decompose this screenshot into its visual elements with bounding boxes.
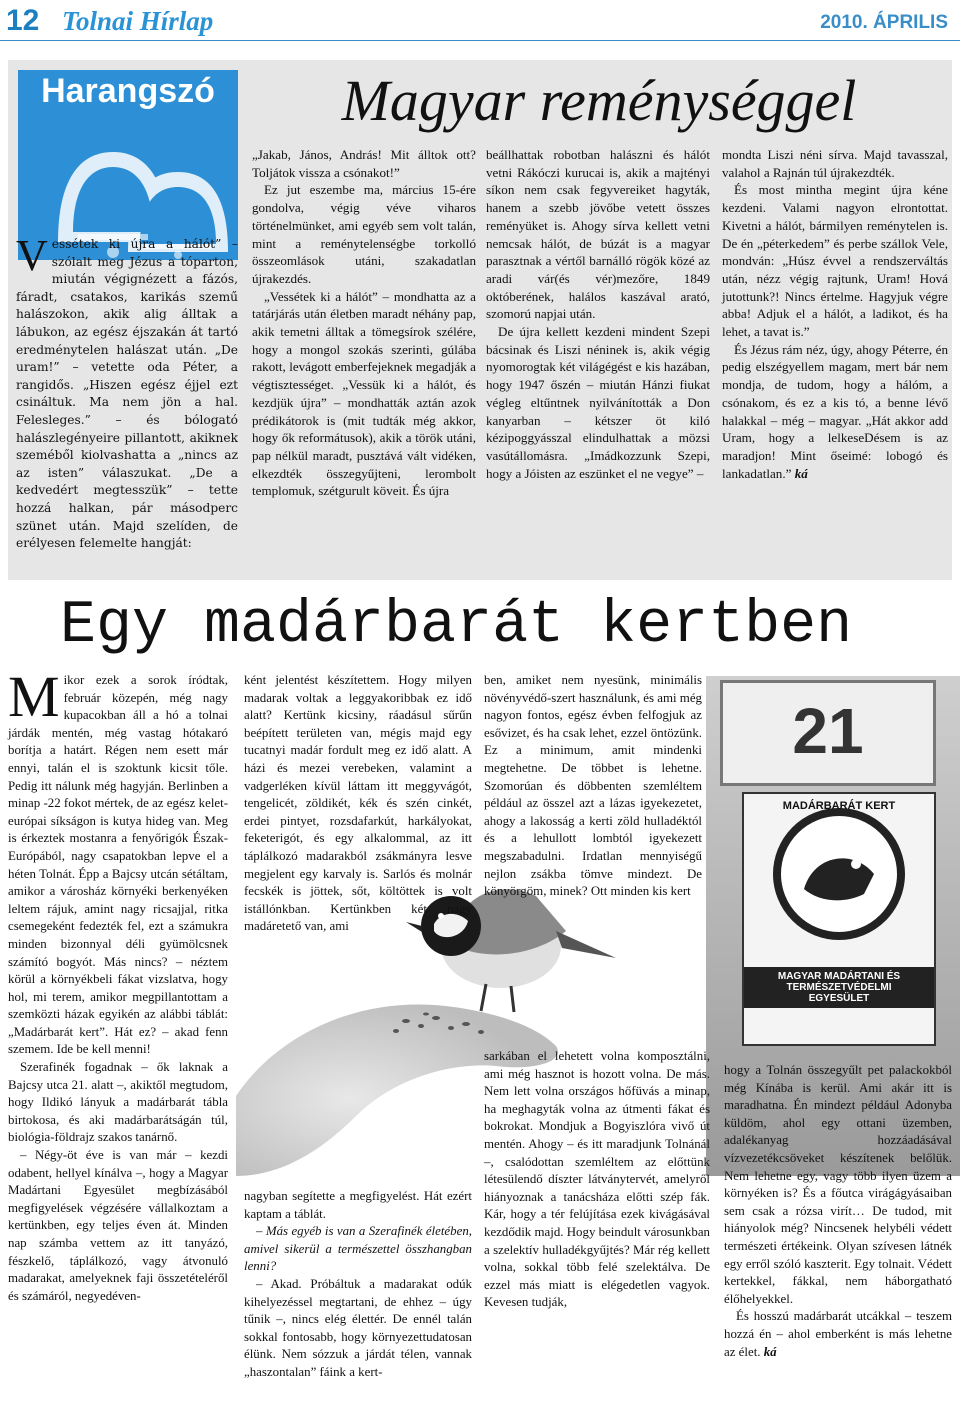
masthead: Tolnai Hírlap bbox=[62, 6, 214, 36]
article2-column-2-top bbox=[244, 672, 472, 936]
signature: ká bbox=[794, 465, 808, 481]
article1-column-4 bbox=[722, 146, 948, 482]
article2-paragraph: – Akad. Próbáltuk a madarakat odúk kihelyezéssel megtartani, de ehhez – úgy tűnik –, nincs elég élettér. De ennél talán sokkal fontosabb, hogy környezettudatosan élünk. Nem sózzuk a járdát télen, vannak „haszontalan” fáink a kert- bbox=[244, 1276, 472, 1379]
article1-paragraph: És Jézus rám néz, úgy, ahogy Péterre, én pedig elszégyellem magam, mert bár nem mondja, de tudom, hogy a hálóm, a csónakom, és ez a kis tó, a benne lévő halakkal – még – magyar. „Hát akkor add Uram, hogy a lelkeseDésem is az maradjon! Mint őseimé: lobogó és lankadatlan.” bbox=[722, 341, 948, 481]
article1-column-3 bbox=[486, 146, 710, 482]
article1-paragraph: „Jakab, János, András! Mit álltok ott? Toljátok vissza a csónakot!” bbox=[252, 147, 476, 180]
house-number: 21 bbox=[792, 695, 864, 767]
article2-paragraph: És hosszú madárbarát utcákkal – teszem hozzá én – ahol emberként is más lehetne az élet. bbox=[724, 1309, 952, 1359]
dropcap: V bbox=[16, 231, 48, 280]
article1-paragraph: De újra kellett kezdeni mindent Szepi bácsinak és Liszi néninek is, akik végig nyomorogtak két világégést e kis hazában, hogy 1947 őszén – miután Hánzi fiukat végleg eltűntnek nyilvánították a Don kanyarban – kétszer öt kiló kézipoggyásszal elindulhattak a mözsi vasútállomásra. „Imádkozzunk Szepi, hogy a Jóisten az eszünket el ne vegye” – bbox=[486, 324, 710, 481]
article1-paragraph: Ez jut eszembe ma, március 15-ére gondolva, végig véve viharos történelmünket, ami egyéb sem volt talán, mint a reménytelenségbe torkolló összeomlások utáni, szakadatlan újrakezdés. bbox=[252, 182, 476, 286]
article2-question: – Más egyéb is van a Szerafinék életében, amivel sikerül a természettel összhangban lenni? bbox=[244, 1224, 472, 1274]
article2-paragraph: ben, amiket nem nyesünk, minimális növényvédő-szert használunk, és ami még nagyon fontos, egész évben felfogjuk az esővizet, és ha csak lehet, ezzel öntözünk. Ez a minimum, amit mindenki megtehetne. De többet is lehetne. Szomorúan és döbbenten szemléltem például az összel azt a lázas igyekezetet, ahogy a lakosság a kerti zöld hulladéktól és a lehullott lombtól igyekezett megszabadulni. Irdatlan mennyiségű nejlon zsákba tömve mindezt. De könyörgöm, minek? Ott minden kis kert bbox=[484, 673, 702, 899]
article1-paragraph: essétek ki újra a hálót” – szólalt meg Jézus a tóparton, miután végignézett a fázós, fáradt, csatakos, karikás szemű halászokon, akik alig álltak a lábukon, az egész éjszakán át tartó eredménytelen halászat után. „De uram!” – vetette oda Péter, a rangidős. „Hiszen egész éjjel ezt csináltuk. Ma nem jön a hal. Felesleges.” – és bólogató halászlegényeire pillantott, akiknek szeméből kiolvashatta a „nincs az az isten” válaszukat. „De a kedvedért megtesszük” – tette hozzá halkan, pár másodperc szünet után. Majd szelíden, de erélyesen felemelte hangját: bbox=[16, 237, 238, 551]
article2-column-3-bottom bbox=[484, 1048, 710, 1312]
sign-org-2: TERMÉSZETVÉDELMI bbox=[786, 982, 892, 993]
issue-date: 2010. ÁPRILIS bbox=[820, 12, 948, 33]
article1-headline: Magyar reménységgel bbox=[341, 68, 857, 133]
dropcap: M bbox=[8, 664, 60, 729]
house-number-plate bbox=[720, 680, 936, 786]
article1-paragraph: mondta Liszi néni sírva. Majd tavasszal, valahol a Rajnán túl újrakezdték. bbox=[722, 147, 948, 180]
article2-column-1 bbox=[8, 664, 228, 1305]
sign-org-3: EGYESÜLET bbox=[808, 993, 870, 1004]
article1-paragraph: beállhattak robotban halászni és hálót vetni Rákóczi kurucai is, akik a majtényi síkon nem csak fegyvereiket hagyták, hanem a szebb jövőbe vetett összes reményüket is. Ahogy sírva kellett vetni nemcsak hálót, de búzát is a magyar parasztnak a vértől barnálló rögök közé az aradi vár(és vér)mezőre, 1849 októberének, halálos kaszával arató, szomorú napjai után. bbox=[486, 147, 710, 322]
header-rule bbox=[0, 40, 960, 41]
article1-column-2 bbox=[252, 146, 476, 500]
rubric-title: Harangszó bbox=[41, 72, 215, 110]
sign-org-1: MAGYAR MADÁRTANI ÉS bbox=[777, 971, 901, 982]
madarbarat-sign bbox=[742, 792, 936, 1046]
signature: ká bbox=[763, 1344, 777, 1359]
page-number: 12 bbox=[6, 4, 40, 37]
article2-paragraph: Szerafinék fogadnak – ők laknak a Bajcsy utca 21. alatt –, akiktől megtudom, hogy Ildikó lányuk a madárbarát tábla birtokosa, és aki madárbarátságán túl, biológia-földrajz szakos tanárnő. bbox=[8, 1060, 228, 1145]
article1-paragraph: „Vessétek ki a hálót” – mondhatta az a tatárjárás után életben maradt néhány pap, akik temetni álltak a tömegsírok szélére, hogy a mongol szokás szerinti, gúlába rakott, levágott emberfejeknek megadják a végtisztességet. „Vessük ki a hálót, és kezdjük újra” – mondhatták aztán azok prédikátorok is (mit tudták még akkor, hogy ők reformátusok), akik a török utáni, pap nélkül maradt, pusztává vált vidéken, elkezdték összegyűjteni, lerombolt templomuk, szétgurult köveit. És újra bbox=[252, 288, 476, 499]
article2-paragraph: hogy a Tolnán összegyűlt pet palackokból még Kínába is kerül. Ami akár itt is maradhatna. Én mindezt például Adonyba küldöm, ahol egy ottani üzemben, adalékanyag hozzáadásával vízvezetékcsöveket készítenek belőlük. Nem lehetne egy, vagy több ilyen üzem a környéken is? És a főutca virágágyásaiban sem csak a rózsa virít… De tudod, mit hiányolok még? Nincsenek helybéli védett természeti értékeink. Olyan szívesen látnék egy erről szóló kaszterit. Egy tolnait. Védett kertekkel, fákkal, nem háborgatható élőhelyekkel. bbox=[724, 1063, 952, 1306]
article2-headline: Egy madárbarát kertben bbox=[60, 592, 853, 660]
article2-paragraph: – Négy-öt éve is van már – kezdi odabent, hellyel kínálva –, hogy a Magyar Madártani Egyesület megbízásából megfigyelések végzésére vállalkoztam a kertünkben, egy teljes éven át. Minden nap számba vettem az itt tanyázó, fészkelő, táplálkozó, vagy átvonuló madarakat, amelyeknek faji összetételéről és számáról, negyedéven- bbox=[8, 1148, 228, 1303]
sign-title: MADÁRBARÁT KERT bbox=[782, 800, 896, 812]
article2-column-3-top bbox=[484, 672, 702, 901]
article2-column-2-bottom bbox=[244, 1188, 472, 1382]
article2-column-4-bottom bbox=[724, 1062, 952, 1361]
article1-column-1 bbox=[16, 231, 238, 553]
article2-paragraph: ikor ezek a sorok íródtak, február közepén, még nagy kupacokban áll a hó a tolnai járdák mentén, még vastag hótakaró borítja a határt. Régen nem esett már ennyi, talán el is szoktunk kicsit tőle. Pedig itt nálunk még hagyján. Berlinben a minap -22 fokot mértek, de az egész kelet-európai síkságon is kutya hideg van. Meg is érkeztek mostanra a fenyőrigók Észak-Európából, nagy csapatokban lepve el a héten Tolnát. Épp a Bajcsy utcán sétáltam, amikor a városház környéki berkenyéken leltem rájuk, amint nagy ricsajjal, ritka csemegeként fedezték fel, ezt a számukra minden bizonnyal déli gyümölcsnek számító bogyót. Más nincs? – néztem körül a környékbeli fákat vizslatva, hogy hol, mi terem, amikor megpillantottam a szemközti házak egyikén az alábbi táblát: „Madárbarát kert”. Hát ez? – akad fenn szemem. Ide be kell menni! bbox=[8, 673, 228, 1057]
madarbarat-logo bbox=[744, 794, 934, 944]
article1-paragraph: És most mintha megint újra kéne kezdeni. Valami nagyon elrontottat. Kivetni a hálót, bármilyen reménytelen is. De én „péterkedem” és perbe szállok Vele, mondván: „Húsz évvel a rendszerváltás után, nézz végig rajtunk, Uram! Hová jutottunk?! Nincs értelme. Hagyjuk végre abba! Adjuk el a hálót, a ladikot, és ha lehet, a tavat is.” bbox=[722, 182, 948, 340]
article2-paragraph: ként jelentést készítettem. Hogy milyen madarak voltak a leggyakoribbak ez idő alatt? Kertünk kicsiny, ráadásul sűrűn beépített területen van, mégis majd egy tucatnyi madár fordult meg ez idő alatt. A házi és mezei verebeken, valamint a vadgerléken kívül láttam itt meggyvágót, tengelicét, zöldikét, kék és szén cinkét, erdei pintyet, rozsdafarkút, harkályokat, feketerigót, és egy alkalommal, az itt táplálkozó madarakból zsákmányra lesve megjelent egy karvaly is. Sarlós és molnár fecskék is jöttek, sőt, költöttek is volt istállónkban. Kertünkben két nagy madáretető van, ami bbox=[244, 673, 472, 934]
article2-paragraph: sarkában el lehetett volna komposztálni, ami még hasznot is hozott volna. De más. Nem lett volna országos hőfüvás a minap, ha meghagyták volna az útmenti fákat és bokrokat. Mondjuk a Bogyiszlóra vivő út mentén. Ahogy – és itt maradjunk Tolnánál –, csalódottan szemléltem az előttünk létesülendő díszter látványtervét, amelyről hiányoznak a tanácsháza előtti szép fák. Kár, hogy a tér felújítása ezek kivágásával kezdődik majd. Hogy beindult városunkban a szelektív hulladékgyűjtés? Már rég kellett volna, sokkal több felé szelektálva. De ezzel más miatt is elégedetlen vagyok. Kevesen tudják, bbox=[484, 1049, 710, 1310]
article2-paragraph: nagyban segítette a megfigyelést. Hát ezért kaptam a táblát. bbox=[244, 1189, 472, 1221]
